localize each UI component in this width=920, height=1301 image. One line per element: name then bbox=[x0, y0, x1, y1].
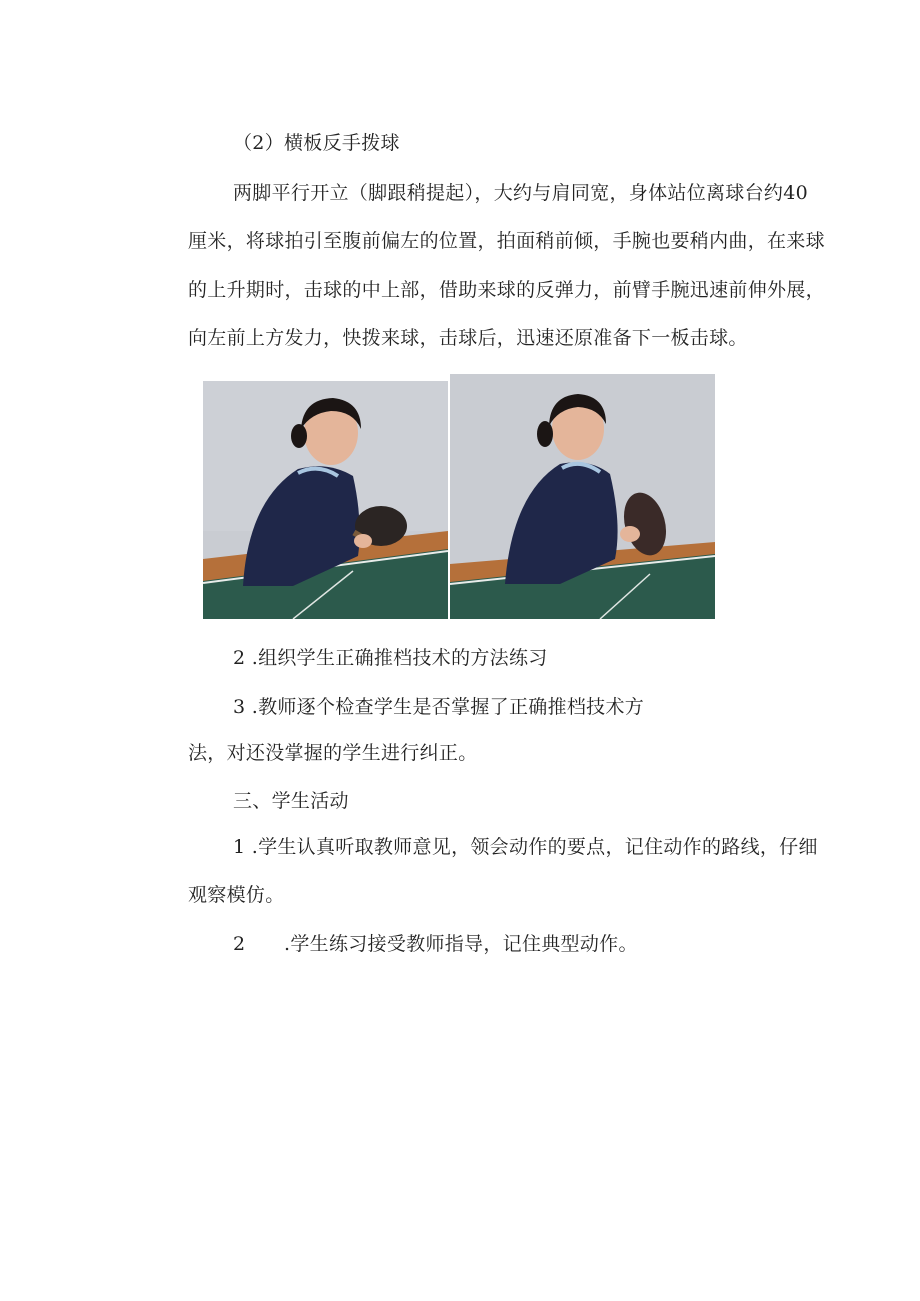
section-heading: （2）横板反手拨球 bbox=[233, 132, 400, 154]
list-item-continuation: 法，对还没掌握的学生进行纠正。 bbox=[188, 742, 478, 764]
list-item-continuation: 观察模仿。 bbox=[188, 884, 285, 906]
paragraph-line: 的上升期时，击球的中上部，借助来球的反弹力，前臂手腕迅速前伸外展， bbox=[188, 279, 825, 301]
list-item: 1 .学生认真听取教师意见，领会动作的要点，记住动作的路线，仔细 bbox=[233, 836, 818, 858]
list-item: 3 .教师逐个检查学生是否掌握了正确推档技术方 bbox=[233, 696, 645, 718]
list-item-number: 2 bbox=[233, 933, 246, 955]
list-item: .学生练习接受教师指导，记住典型动作。 bbox=[284, 933, 638, 955]
photo-pair bbox=[203, 374, 715, 619]
photo-backhand-ready bbox=[203, 381, 448, 619]
paragraph-line: 厘米，将球拍引至腹前偏左的位置，拍面稍前倾，手腕也要稍内曲，在来球 bbox=[188, 230, 825, 252]
paragraph-line: 两脚平行开立（脚跟稍提起），大约与肩同宽，身体站位离球台约40 bbox=[233, 182, 808, 204]
list-item: 2 .组织学生正确推档技术的方法练习 bbox=[233, 647, 548, 669]
paragraph-line: 向左前上方发力，快拨来球，击球后，迅速还原准备下一板击球。 bbox=[188, 327, 748, 349]
section-title: 三、学生活动 bbox=[233, 790, 349, 812]
photo-backhand-flick bbox=[450, 374, 715, 619]
